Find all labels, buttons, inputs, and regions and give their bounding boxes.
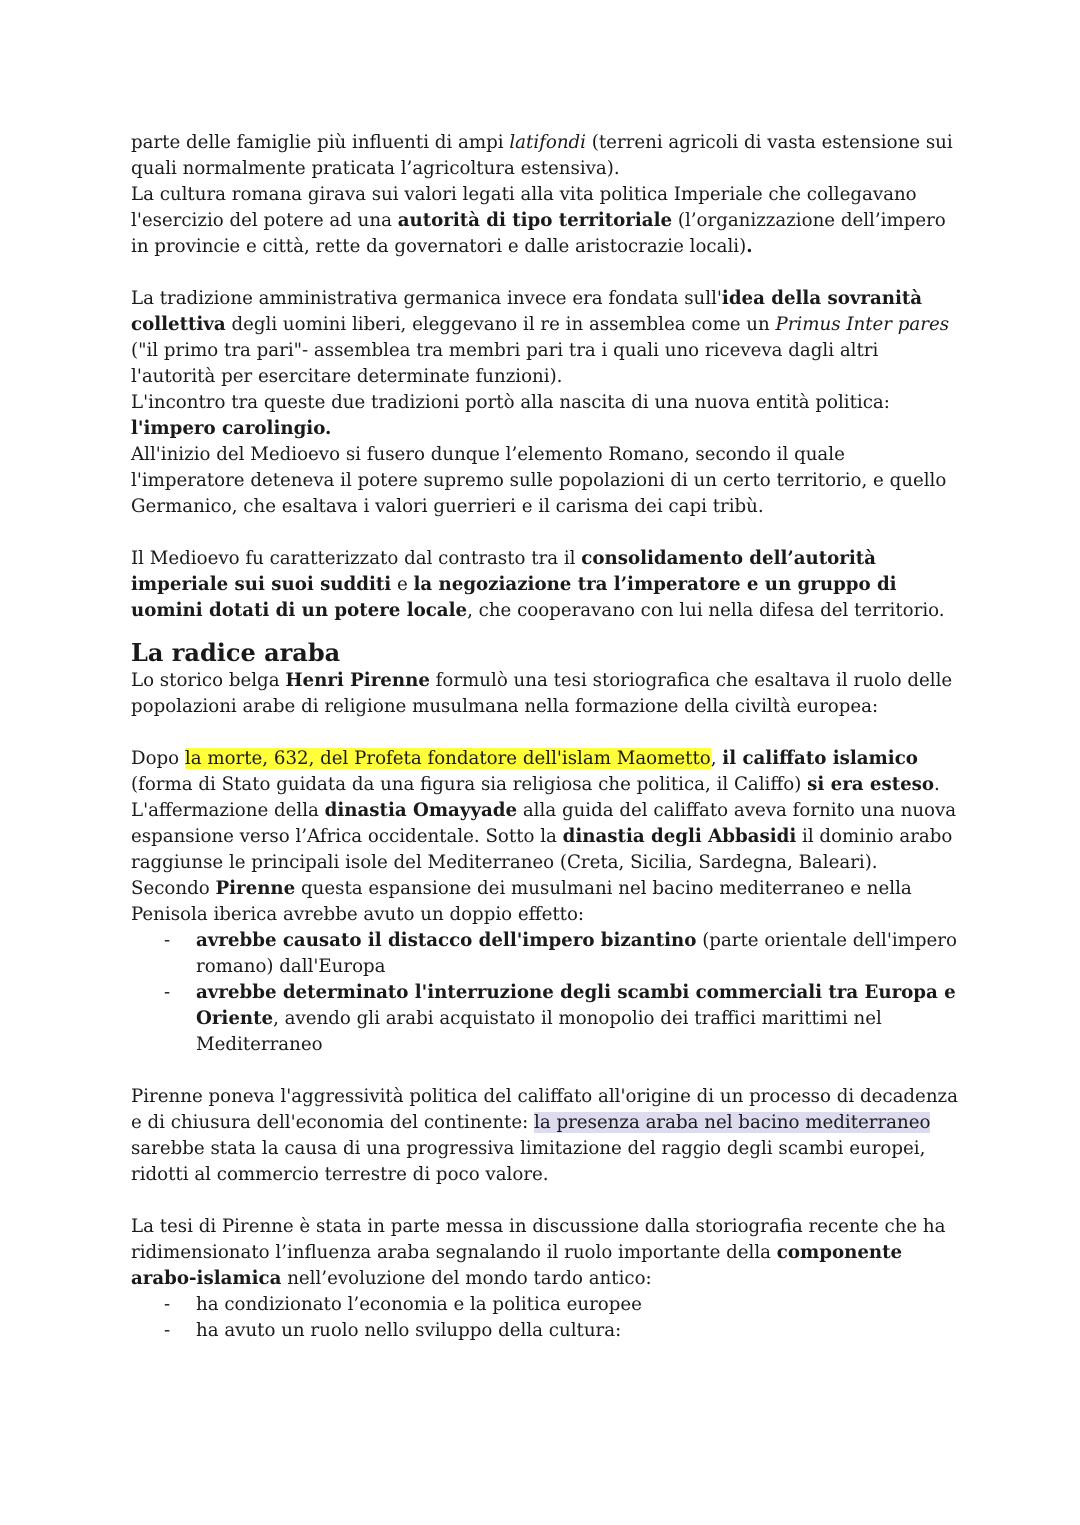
paragraph-califfato: Dopo la morte, 632, del Profeta fondatore dell'islam Maometto, il califfato islamico (forma di Stato guidata da una figura sia religiosa che politica, il Califfo) si era esteso. (131, 748, 940, 795)
list-item: - avrebbe causato il distacco dell'impero bizantino (parte orientale dell'impero romano) dall'Europa (131, 928, 961, 980)
paragraph-spacer (131, 260, 961, 286)
paragraph-aggressivita: Pirenne poneva l'aggressività politica del califfato all'origine di un processo di decadenza e di chiusura dell'economia del continente: la presenza araba nel bacino mediterraneo sarebbe stata la causa di una progressiva limitazione del raggio degli scambi europei, ridotti al commercio terrestre di poco valore. (131, 1086, 958, 1185)
paragraph-pirenne-intro: Lo storico belga Henri Pirenne formulò una tesi storiografica che esaltava il ruolo delle popolazioni arabe di religione musulmana nella formazione della civiltà europea: (131, 670, 953, 717)
paragraph-tradizione-germanica: La tradizione amministrativa germanica invece era fondata sull'idea della sovranità collettiva degli uomini liberi, eleggevano il re in assemblea come un Primus Inter pares ("il primo tra pari"- assemblea tra membri pari tra i quali uno riceveva dagli altri l'autorità per esercitare determinate funzioni). (131, 288, 950, 387)
list-item: - ha avuto un ruolo nello sviluppo della cultura: (131, 1318, 961, 1344)
paragraph-spacer (131, 1188, 961, 1214)
yellow-highlight: la morte, 632, del Profeta fondatore dell'islam Maometto (184, 748, 711, 769)
paragraph-inizio-medioevo: All'inizio del Medioevo si fusero dunque l’elemento Romano, secondo il quale l'imperatore deteneva il potere supremo sulle popolazioni di un certo territorio, e quello Germanico, che esaltava i valori guerrieri e il carisma dei capi tribù. (131, 444, 947, 517)
list-item: - ha condizionato l’economia e la politica europee (131, 1292, 961, 1318)
paragraph-spacer (131, 520, 961, 546)
paragraph-spacer (131, 720, 961, 746)
section-heading: La radice araba (131, 638, 341, 667)
paragraph-tesi-discussione: La tesi di Pirenne è stata in parte messa in discussione dalla storiografia recente che ha ridimensionato l’influenza araba segnalando il ruolo importante della componente arabo-islamica nell’evoluzione del mondo tardo antico: (131, 1216, 946, 1289)
document-body (131, 130, 961, 1344)
paragraph-impero-carolingio: L'incontro tra queste due tradizioni portò alla nascita di una nuova entità politica: l'impero carolingio. (131, 392, 890, 439)
paragraph-dinastie: L'affermazione della dinastia Omayyade alla guida del califfato aveva fornito una nuova espansione verso l’Africa occidentale. Sotto la dinastia degli Abbasidi il dominio arabo raggiunse le principali isole del Mediterraneo (Creta, Sicilia, Sardegna, Baleari). (131, 800, 957, 873)
paragraph-doppio-effetto: Secondo Pirenne questa espansione dei musulmani nel bacino mediterraneo e nella Penisola iberica avrebbe avuto un doppio effetto: (131, 878, 912, 925)
effects-list (131, 928, 961, 1058)
paragraph-contrasto-medioevo: Il Medioevo fu caratterizzato dal contrasto tra il consolidamento dell’autorità imperiale sui suoi sudditi e la negoziazione tra l’imperatore e un gruppo di uomini dotati di un potere locale, che cooperavano con lui nella difesa del territorio. (131, 548, 945, 621)
influence-list (131, 1292, 961, 1344)
list-item: - avrebbe determinato l'interruzione degli scambi commerciali tra Europa e Oriente, avendo gli arabi acquistato il monopolio dei traffici marittimi nel Mediterraneo (131, 980, 961, 1058)
paragraph-cultura-romana: La cultura romana girava sui valori legati alla vita politica Imperiale che collegavano l'esercizio del potere ad una autorità di tipo territoriale (l’organizzazione dell’impero in provincie e città, rette da governatori e dalle aristocrazie locali). (131, 184, 946, 257)
paragraph-latifondi: parte delle famiglie più influenti di ampi latifondi (terreni agricoli di vasta estensione sui quali normalmente praticata l’agricoltura estensiva). (131, 132, 953, 179)
paragraph-spacer (131, 1058, 961, 1084)
lavender-highlight: la presenza araba nel bacino mediterraneo (534, 1112, 931, 1133)
